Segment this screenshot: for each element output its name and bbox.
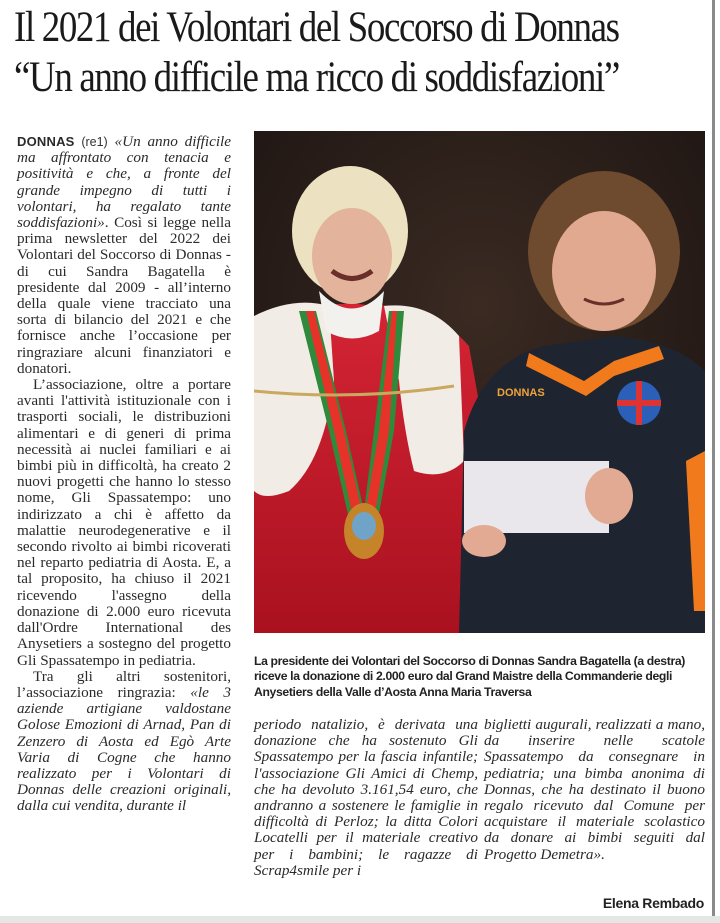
paragraph-1 (17, 134, 231, 377)
page-bottom-edge (0, 916, 720, 923)
article-column-1 (17, 134, 231, 815)
article-column-2 (254, 717, 478, 879)
dateline: DONNAS (17, 134, 75, 149)
opening-quote: «Un anno difficile ma affrontato con tenacia e positività e che, a fronte del grande impegno di tutti i volontari, ha regalato tante soddisfazioni» (17, 133, 231, 232)
thanks-quote-part-2: periodo natalizio, è derivata una donazione che ha sostenuto Gli Spassatempo per la fascia infantile; l'associazione Gli Amici di Chemp, che ha devoluto 3.161,54 euro, che andranno a sostenere le famiglie in difficoltà di Perloz; la ditta Colori Locatelli per il materiale creativo per i bambini; le ragazze di Scrap4smile per i (254, 716, 478, 879)
paragraph-3 (17, 669, 231, 815)
paragraph-2: L’associazione, oltre a portare avanti l'attività istituzionale con i trasporti sociali, le distribuzioni alimentari e di generi di prima necessità ai nuclei familiari e ai bimbi più in difficoltà, ha creato 2 nuovi progetti che hanno lo stesso nome, Gli Spassatempo: uno indirizzato a chi è affetto da malattie neurodegenerative e il secondo rivolto ai bimbi ricoverati nel reparto pediatria di Aosta. E, a tal proposito, ha chiuso il 2021 ricevendo l'assegno della donazione di 2.000 euro ricevuta dall'Ordre International des Anysetiers a sostegno del progetto Gli Spassatempo in pediatria. (17, 376, 231, 669)
thanks-quote-part-3: biglietti augurali, realizzati a mano, da inserire nelle scatole Spassatempo da consegnare in pediatria; una bimba anonima di Donnas, che ha destinato il buono regalo ricevuto dal Comune per acquistare il materiale scolastico da donare ai bimbi seguiti dal Progetto Demetra». (484, 716, 705, 863)
article-photo (254, 131, 705, 633)
photo-illustration (254, 131, 705, 633)
article-column-3 (484, 717, 705, 863)
subheadline: “Un anno difficile ma ricco di soddisfazioni” (14, 54, 619, 101)
paragraph-3-intro: Tra gli altri sostenitori, l’associazione ringrazia: (17, 667, 231, 701)
headline: Il 2021 dei Volontari del Soccorso di Donnas (14, 4, 619, 51)
photo-caption: La presidente dei Volontari del Soccorso di Donnas Sandra Bagatella (a destra) riceve la donazione di 2.000 euro dal Grand Maistre della Commanderie degli Anysetiers della Valle d’Aosta Anna Maria Traversa (254, 654, 685, 699)
hand-right (585, 468, 633, 524)
thanks-quote-part-1: «le 3 aziende artigiane valdostane Golose Emozioni di Arnad, Pan di Zenzero di Aosta ed Egò Arte Varia di Cogne che hanno realizzato per i Volontari di Donnas delle creazioni originali, dalla cui vendita, durante il (17, 683, 231, 815)
paragraph-1-text: . Così si legge nella prima newsletter del 2022 dei Volontari del Soccorso di Donnas - di cui Sandra Bagatella è presidente dal 2009 - all’interno della quale viene tracciato una sorta di bilancio del 2021 e che fornisce anche l’occasione per ringraziare alcuni finanziatori e donatori. (17, 214, 231, 377)
author-ref: (re1) (81, 135, 108, 149)
author-byline: Elena Rembado (602, 895, 704, 911)
hand-left (462, 525, 506, 557)
left-face (312, 208, 392, 304)
page-border-right (712, 0, 715, 923)
right-face (552, 211, 656, 331)
jacket-logo-text: DONNAS (497, 387, 545, 399)
